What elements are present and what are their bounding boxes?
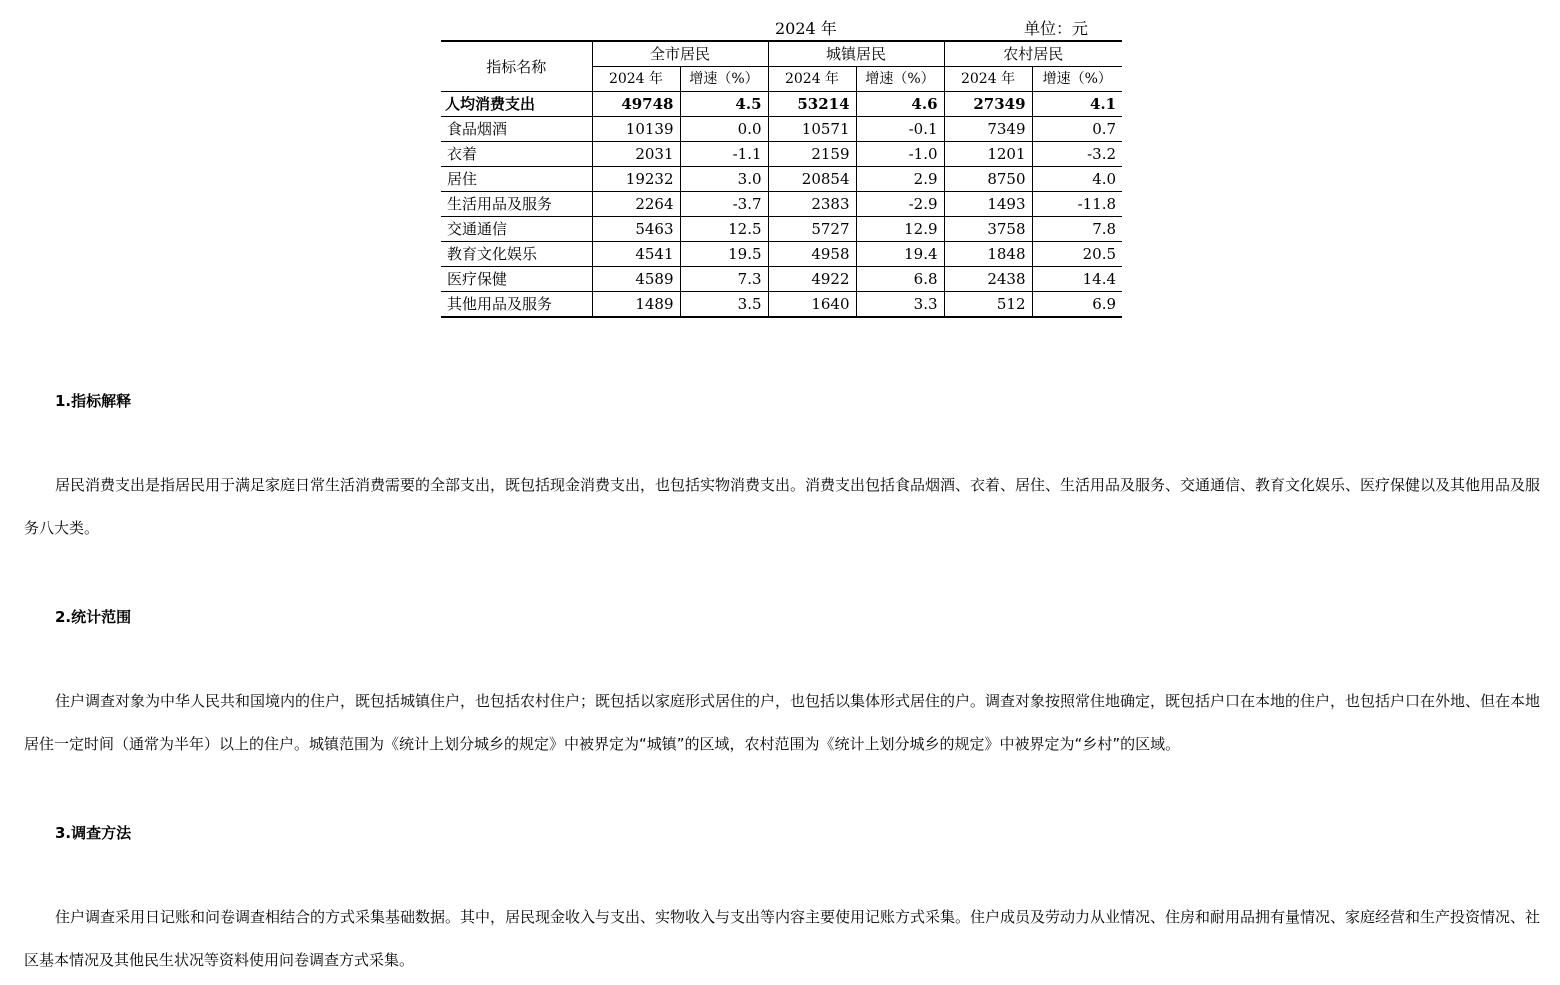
section-heading: 1.指标解释 <box>55 392 132 410</box>
cell-growth: 4.0 <box>1032 167 1122 192</box>
table-row <box>441 217 1122 242</box>
row-name: 人均消费支出 <box>441 92 592 117</box>
section-body: 居民消费支出是指居民用于满足家庭日常生活消费需要的全部支出，既包括现金消费支出，也包括实物消费支出。消费支出包括食品烟酒、衣着、居住、生活用品及服务、交通通信、教育文化娱乐、医疗保健以及其他用品及服务八大类。 <box>24 476 1541 537</box>
header-group-city: 全市居民 <box>592 41 768 67</box>
cell-value: 1848 <box>944 242 1032 267</box>
cell-growth: 4.6 <box>856 92 944 117</box>
cell-growth: -11.8 <box>1032 192 1122 217</box>
cell-growth: 19.4 <box>856 242 944 267</box>
cell-growth: 14.4 <box>1032 267 1122 292</box>
cell-growth: 12.9 <box>856 217 944 242</box>
cell-growth: -3.7 <box>680 192 768 217</box>
cell-value: 5463 <box>592 217 680 242</box>
cell-growth: -2.9 <box>856 192 944 217</box>
cell-value: 2159 <box>768 142 856 167</box>
table-row <box>441 192 1122 217</box>
cell-value: 2264 <box>592 192 680 217</box>
header-group-rural: 农村居民 <box>944 41 1122 67</box>
cell-value: 4958 <box>768 242 856 267</box>
cell-value: 1493 <box>944 192 1032 217</box>
table-row <box>441 142 1122 167</box>
cell-value: 4922 <box>768 267 856 292</box>
header-year: 2024 年 <box>768 67 856 92</box>
cell-growth: 0.7 <box>1032 117 1122 142</box>
table-row <box>441 167 1122 192</box>
cell-growth: -1.0 <box>856 142 944 167</box>
cell-value: 1640 <box>768 292 856 318</box>
cell-growth: -1.1 <box>680 142 768 167</box>
table-row <box>441 292 1122 318</box>
header-indicator: 指标名称 <box>441 41 592 92</box>
cell-value: 49748 <box>592 92 680 117</box>
row-name: 居住 <box>441 167 592 192</box>
cell-growth: 20.5 <box>1032 242 1122 267</box>
header-growth: 增速（%） <box>1032 67 1122 92</box>
cell-growth: -0.1 <box>856 117 944 142</box>
section-body: 住户调查对象为中华人民共和国境内的住户，既包括城镇住户，也包括农村住户；既包括以家庭形式居住的户，也包括以集体形式居住的户。调查对象按照常住地确定，既包括户口在本地的住户，也包括户口在外地、但在本地居住一定时间（通常为半年）以上的住户。城镇范围为《统计上划分城乡的规定》中被界定为“城镇”的区域，农村范围为《统计上划分城乡的规定》中被界定为“乡村”的区域。 <box>24 692 1541 753</box>
caption-year: 2024 年 <box>775 19 837 38</box>
cell-growth: 12.5 <box>680 217 768 242</box>
cell-growth: 4.5 <box>680 92 768 117</box>
cell-growth: 0.0 <box>680 117 768 142</box>
section-heading: 3.调查方法 <box>55 824 132 842</box>
cell-value: 53214 <box>768 92 856 117</box>
cell-value: 2031 <box>592 142 680 167</box>
row-name: 食品烟酒 <box>441 117 592 142</box>
consumption-expenditure-table <box>441 40 1122 318</box>
row-name: 医疗保健 <box>441 267 592 292</box>
cell-value: 3758 <box>944 217 1032 242</box>
cell-growth: 3.0 <box>680 167 768 192</box>
cell-value: 7349 <box>944 117 1032 142</box>
cell-growth: -3.2 <box>1032 142 1122 167</box>
header-year: 2024 年 <box>592 67 680 92</box>
row-name: 生活用品及服务 <box>441 192 592 217</box>
header-row-groups <box>441 41 1122 67</box>
table-row <box>441 242 1122 267</box>
cell-growth: 7.3 <box>680 267 768 292</box>
header-growth: 增速（%） <box>680 67 768 92</box>
cell-value: 1201 <box>944 142 1032 167</box>
cell-value: 10139 <box>592 117 680 142</box>
cell-value: 8750 <box>944 167 1032 192</box>
cell-value: 4589 <box>592 267 680 292</box>
cell-value: 4541 <box>592 242 680 267</box>
table-row <box>441 117 1122 142</box>
cell-value: 512 <box>944 292 1032 318</box>
cell-growth: 4.1 <box>1032 92 1122 117</box>
cell-value: 19232 <box>592 167 680 192</box>
cell-growth: 7.8 <box>1032 217 1122 242</box>
cell-value: 27349 <box>944 92 1032 117</box>
cell-growth: 3.3 <box>856 292 944 318</box>
caption-unit: 单位：元 <box>1024 19 1089 38</box>
cell-value: 5727 <box>768 217 856 242</box>
table-row <box>441 92 1122 117</box>
row-name: 交通通信 <box>441 217 592 242</box>
cell-value: 2438 <box>944 267 1032 292</box>
header-year: 2024 年 <box>944 67 1032 92</box>
cell-growth: 6.8 <box>856 267 944 292</box>
header-growth: 增速（%） <box>856 67 944 92</box>
cell-growth: 6.9 <box>1032 292 1122 318</box>
row-name: 教育文化娱乐 <box>441 242 592 267</box>
row-name: 其他用品及服务 <box>441 292 592 318</box>
cell-growth: 19.5 <box>680 242 768 267</box>
section-heading: 2.统计范围 <box>55 608 132 626</box>
cell-growth: 2.9 <box>856 167 944 192</box>
cell-value: 20854 <box>768 167 856 192</box>
cell-value: 10571 <box>768 117 856 142</box>
table-caption <box>441 14 1121 38</box>
header-group-urban: 城镇居民 <box>768 41 944 67</box>
cell-value: 2383 <box>768 192 856 217</box>
row-name: 衣着 <box>441 142 592 167</box>
section-body: 住户调查采用日记账和问卷调查相结合的方式采集基础数据。其中，居民现金收入与支出、实物收入与支出等内容主要使用记账方式采集。住户成员及劳动力从业情况、住房和耐用品拥有量情况、家庭经营和生产投资情况、社区基本情况及其他民生状况等资料使用问卷调查方式采集。 <box>24 908 1541 969</box>
cell-value: 1489 <box>592 292 680 318</box>
cell-growth: 3.5 <box>680 292 768 318</box>
table-row <box>441 267 1122 292</box>
